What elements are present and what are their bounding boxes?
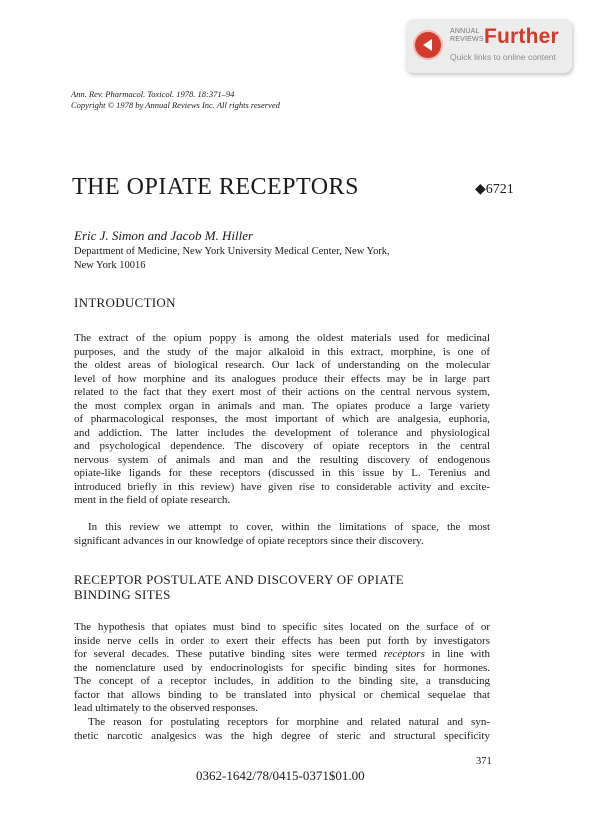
citation-journal: Ann. Rev. Pharmacol. Toxicol. 1978. 18:371–94 [71, 89, 235, 99]
article-code: ◆6721 [475, 182, 514, 197]
paragraph-postulate-2: The reason for postulating receptors for morphine and related natural and syn- thetic narcotic analgesics was the high degree of steric and structural specificity [74, 716, 490, 742]
paragraph-postulate-1: The hypothesis that opiates must bind to specific sites located on the surface of or inside nerve cells in order to exert their effects has been put forth by investigators for several decades. These putative binding sites were termed receptors in line with the nomenclature used by endocrinologists for specific binding sites for hormones. The concept of a receptor includes, in addition to the binding site, a transducing factor that allows binding to be translated into physical or chemical sequelae that lead ultimately to the observed responses. [74, 621, 490, 714]
section-heading-receptor-postulate: RECEPTOR POSTULATE AND DISCOVERY OF OPIATE BINDING SITES [74, 572, 405, 602]
citation-copyright: Copyright © 1978 by Annual Reviews Inc. All rights reserved [71, 100, 280, 110]
article-title: THE OPIATE RECEPTORS [72, 174, 359, 200]
badge-further-label: Further [484, 25, 559, 48]
page-number: 371 [476, 756, 492, 767]
paragraph-intro-2: In this review we attempt to cover, within the limitations of space, the most significant advances in our knowledge of opiate receptors since their discovery. [74, 521, 490, 547]
section-heading-introduction: INTRODUCTION [74, 295, 176, 310]
authors: Eric J. Simon and Jacob M. Hiller [74, 228, 254, 243]
annual-reviews-further-badge[interactable] [406, 19, 572, 73]
badge-publisher-label: ANNUAL REVIEWS [450, 28, 484, 43]
footer-code: 0362-1642/78/0415-0371$01.00 [196, 768, 365, 783]
paragraph-intro-1: The extract of the opium poppy is among the oldest materials used for medicinal purposes, and the study of the major alkaloid in this extract, morphine, is one of the oldest areas of biological research. Our lack of understanding on the molecular level of how morphine and its analogues produce their effects may be in large part related to the fact that they exert most of their actions on the central nervous system, the most complex organ in animals and man. The opiates produce a large variety of pharmacological responses, the most important of which are analgesia, euphoria, and addiction. The latter includes the development of tolerance and physiological and psychological dependence. The discovery of opiate receptors in the central nervous system of animals and man and the resulting discovery of endogenous opiate-like ligands for these receptors (discussed in this issue by L. Terenius and introduced briefly in this review) have given rise to considerable activity and excite- ment in the field of opiate research. [74, 332, 490, 506]
badge-subtitle: Quick links to online content [450, 52, 556, 62]
citation [71, 89, 280, 111]
affiliation: Department of Medicine, New York University Medical Center, New York, New York 10016 [74, 246, 390, 271]
play-back-icon [415, 32, 441, 58]
